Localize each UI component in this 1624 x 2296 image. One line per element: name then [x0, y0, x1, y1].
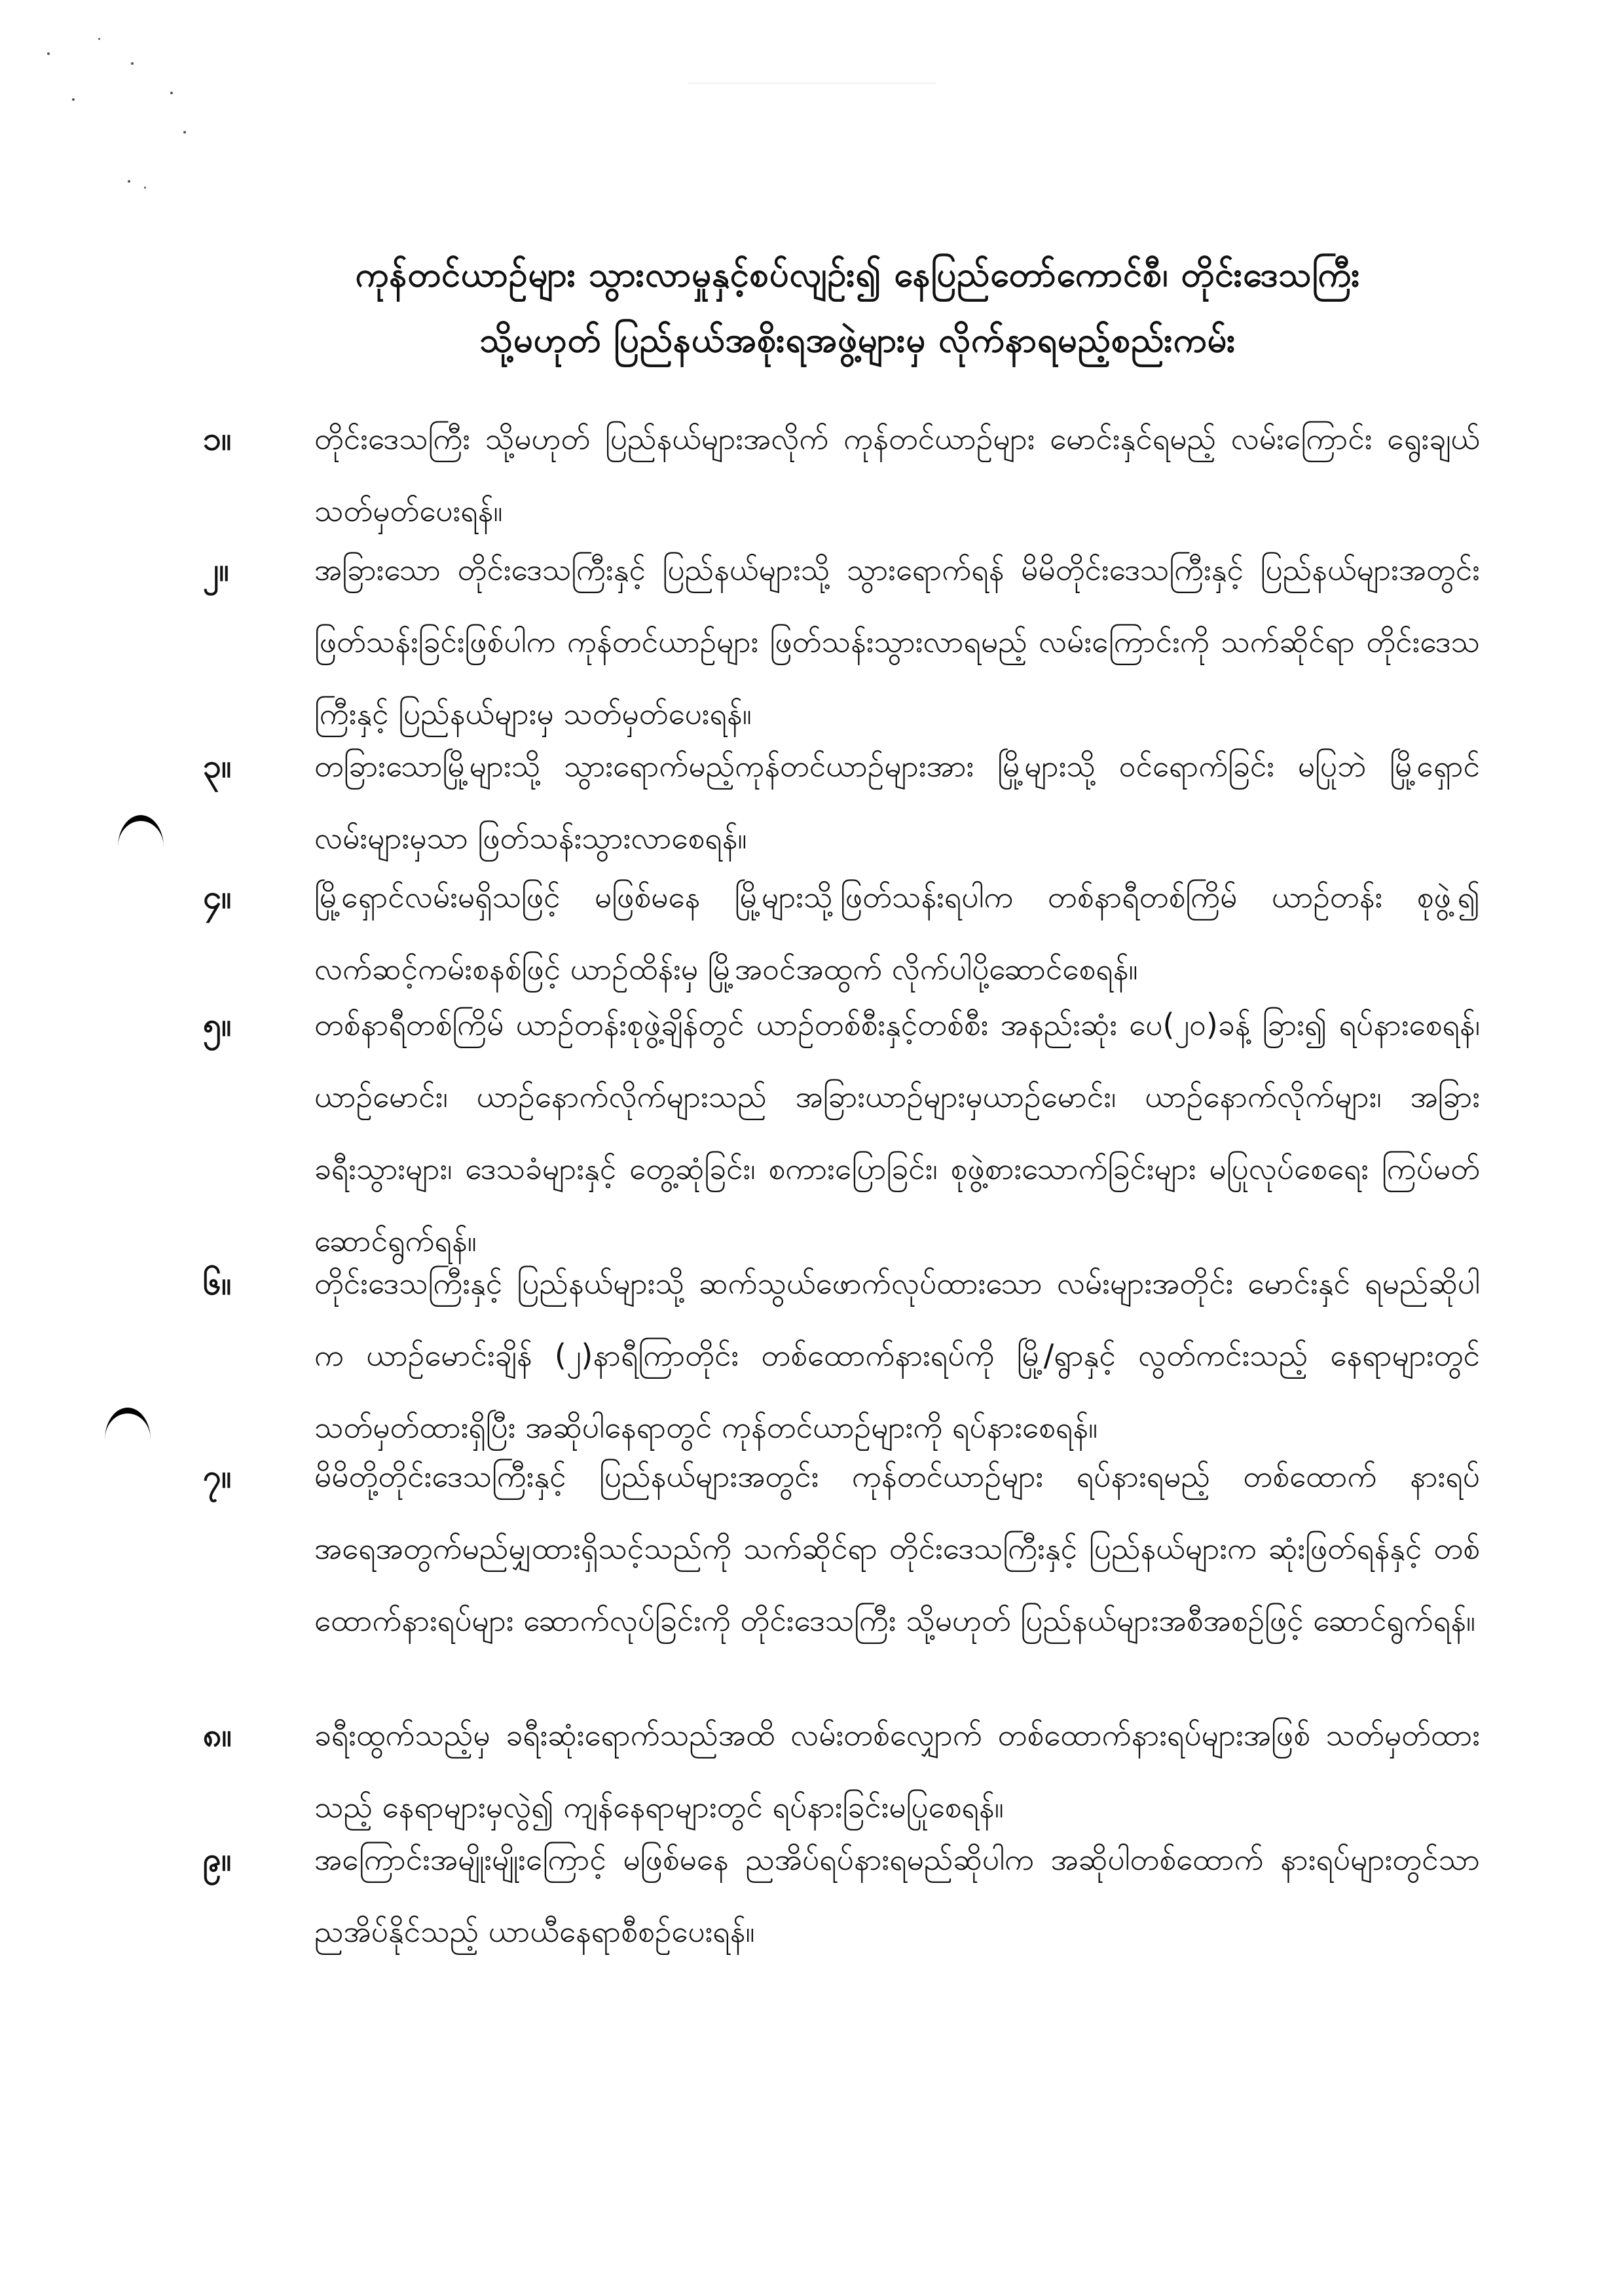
item-number: ၉။ — [203, 1840, 232, 1878]
item-text: တိုင်းဒေသကြီးနှင့် ပြည်နယ်များသို့ ဆက်သွယ်ဖောက်လုပ်ထားသော လမ်းများအတိုင်း မောင်းနှင် ရမည်ဆိုပါက ယာဉ်မောင်းချိန် (၂)နာရီကြာတိုင်း တစ်ထောက်နားရပ်ကို မြို့/ရွာနှင့် လွတ်ကင်းသည့် နေရာများတွင် သတ်မှတ်ထားရှိပြီး အဆိုပါနေရာတွင် ကုန်တင်ယာဉ်များကို ရပ်နားစေရန်။ — [314, 1266, 1480, 1445]
list-item — [203, 403, 1480, 547]
faint-header-mark — [688, 59, 936, 84]
item-text: အခြားသော တိုင်းဒေသကြီးနှင့် ပြည်နယ်များသို့ သွားရောက်ရန် မိမိတိုင်းဒေသကြီးနှင့် ပြည်နယ်များအတွင်း ဖြတ်သန်းခြင်းဖြစ်ပါက ကုန်တင်ယာဉ်များ ဖြတ်သန်းသွားလာရမည့် လမ်းကြောင်းကို သက်ဆိုင်ရာ တိုင်းဒေသကြီးနှင့် ပြည်နယ်များမှ သတ်မှတ်ပေးရန်။ — [314, 552, 1480, 731]
list-item — [203, 861, 1480, 1005]
item-number: ၆။ — [203, 1264, 232, 1302]
item-number: ၈။ — [203, 1716, 232, 1754]
scan-speck — [72, 98, 75, 101]
list-item — [203, 1247, 1480, 1463]
item-text: မိမိတို့တိုင်းဒေသကြီးနှင့် ပြည်နယ်များအတွင်း ကုန်တင်ယာဉ်များ ရပ်နားရမည့် တစ်ထောက် နားရပ် အရေအတွက်မည်မျှထားရှိသင့်သည်ကို သက်ဆိုင်ရာ တိုင်းဒေသကြီးနှင့် ပြည်နယ်များက ဆုံးဖြတ်ရန်နှင့် တစ်ထောက်နားရပ်များ ဆောက်လုပ်ခြင်းကို တိုင်းဒေသကြီး သို့မဟုတ် ပြည်နယ်များအစီအစဉ်ဖြင့် ဆောင်ရွက်ရန်။ — [314, 1459, 1480, 1638]
scan-speck — [47, 52, 50, 55]
document-title-line1: ကုန်တင်ယာဉ်များ သွားလာမှုနှင့်စပ်လျဉ်း၍ နေပြည်တော်ကောင်စီ၊ တိုင်းဒေသကြီး — [355, 255, 1361, 295]
scan-speck — [128, 180, 130, 183]
scan-speck — [131, 62, 134, 65]
item-text: ခရီးထွက်သည့်မှ ခရီးဆုံးရောက်သည်အထိ လမ်းတစ်လျှောက် တစ်ထောက်နားရပ်များအဖြစ် သတ်မှတ်ထားသည့် နေရာများမှလွဲ၍ ကျန်နေရာများတွင် ရပ်နားခြင်းမပြုစေရန်။ — [314, 1717, 1480, 1825]
item-number: ၁။ — [203, 420, 232, 458]
item-number: ၇။ — [203, 1457, 232, 1495]
scan-speck — [98, 38, 100, 40]
item-text: တစ်နာရီတစ်ကြိမ် ယာဉ်တန်းစုဖွဲ့ချိန်တွင် ယာဉ်တစ်စီးနှင့်တစ်စီး အနည်းဆုံး ပေ(၂၀)ခန့် ခြား၍ ရပ်နားစေရန်၊ ယာဉ်မောင်း၊ ယာဉ်နောက်လိုက်များသည် အခြားယာဉ်များမှယာဉ်မောင်း၊ ယာဉ်နောက်လိုက်များ၊ အခြားခရီးသွားများ၊ ဒေသခံများနှင့် တွေ့ဆုံခြင်း၊ စကားပြောခြင်း၊ စုဖွဲ့စားသောက်ခြင်းများ မပြုလုပ်စေရေး ကြပ်မတ်ဆောင်ရွက်ရန်။ — [314, 1007, 1480, 1258]
list-item — [203, 1440, 1480, 1728]
item-text: တခြားသောမြို့များသို့ သွားရောက်မည့်ကုန်တင်ယာဉ်များအား မြို့များသို့ ဝင်ရောက်ခြင်း မပြုဘဲ မြို့ရှောင်လမ်းများမှသာ ဖြတ်သန်းသွားလာစေရန်။ — [314, 748, 1480, 856]
scan-speck — [170, 92, 173, 94]
item-text: အကြောင်းအမျိုးမျိုးကြောင့် မဖြစ်မနေ ညအိပ်ရပ်နားရမည်ဆိုပါက အဆိုပါတစ်ထောက် နားရပ်များတွင်သာ ညအိပ်နိုင်သည့် ယာယီနေရာစီစဉ်ပေးရန်။ — [314, 1842, 1480, 1949]
scan-speck — [183, 131, 186, 134]
item-number: ၂။ — [203, 551, 229, 589]
item-number: ၄။ — [203, 878, 232, 916]
list-item — [203, 730, 1480, 874]
item-number: ၃။ — [203, 747, 232, 785]
punch-hole-mark — [118, 815, 164, 847]
item-text: တိုင်းဒေသကြီး သို့မဟုတ် ပြည်နယ်များအလိုက် ကုန်တင်ယာဉ်များ မောင်းနှင်ရမည့် လမ်းကြောင်း ရွေးချယ်သတ်မှတ်ပေးရန်။ — [314, 421, 1480, 528]
document-title-line2: သို့မဟုတ် ပြည်နယ်အစိုးရအဖွဲ့များမှ လိုက်နာရမည့်စည်းကမ်း — [479, 321, 1236, 360]
item-number: ၅။ — [203, 1006, 232, 1044]
item-text: မြို့ရှောင်လမ်းမရှိသဖြင့် မဖြစ်မနေ မြို့များသို့ဖြတ်သန်းရပါက တစ်နာရီတစ်ကြိမ် ယာဉ်တန်း စုဖွဲ့၍ လက်ဆင့်ကမ်းစနစ်ဖြင့် ယာဉ်ထိန်းမှ မြို့အဝင်အထွက် လိုက်ပါပို့ဆောင်စေရန်။ — [314, 879, 1480, 987]
list-item — [203, 534, 1480, 750]
scan-speck — [144, 187, 146, 189]
list-item — [203, 1699, 1480, 1843]
list-item — [203, 989, 1480, 1277]
list-item — [203, 1823, 1480, 1967]
punch-hole-mark — [105, 1408, 151, 1440]
